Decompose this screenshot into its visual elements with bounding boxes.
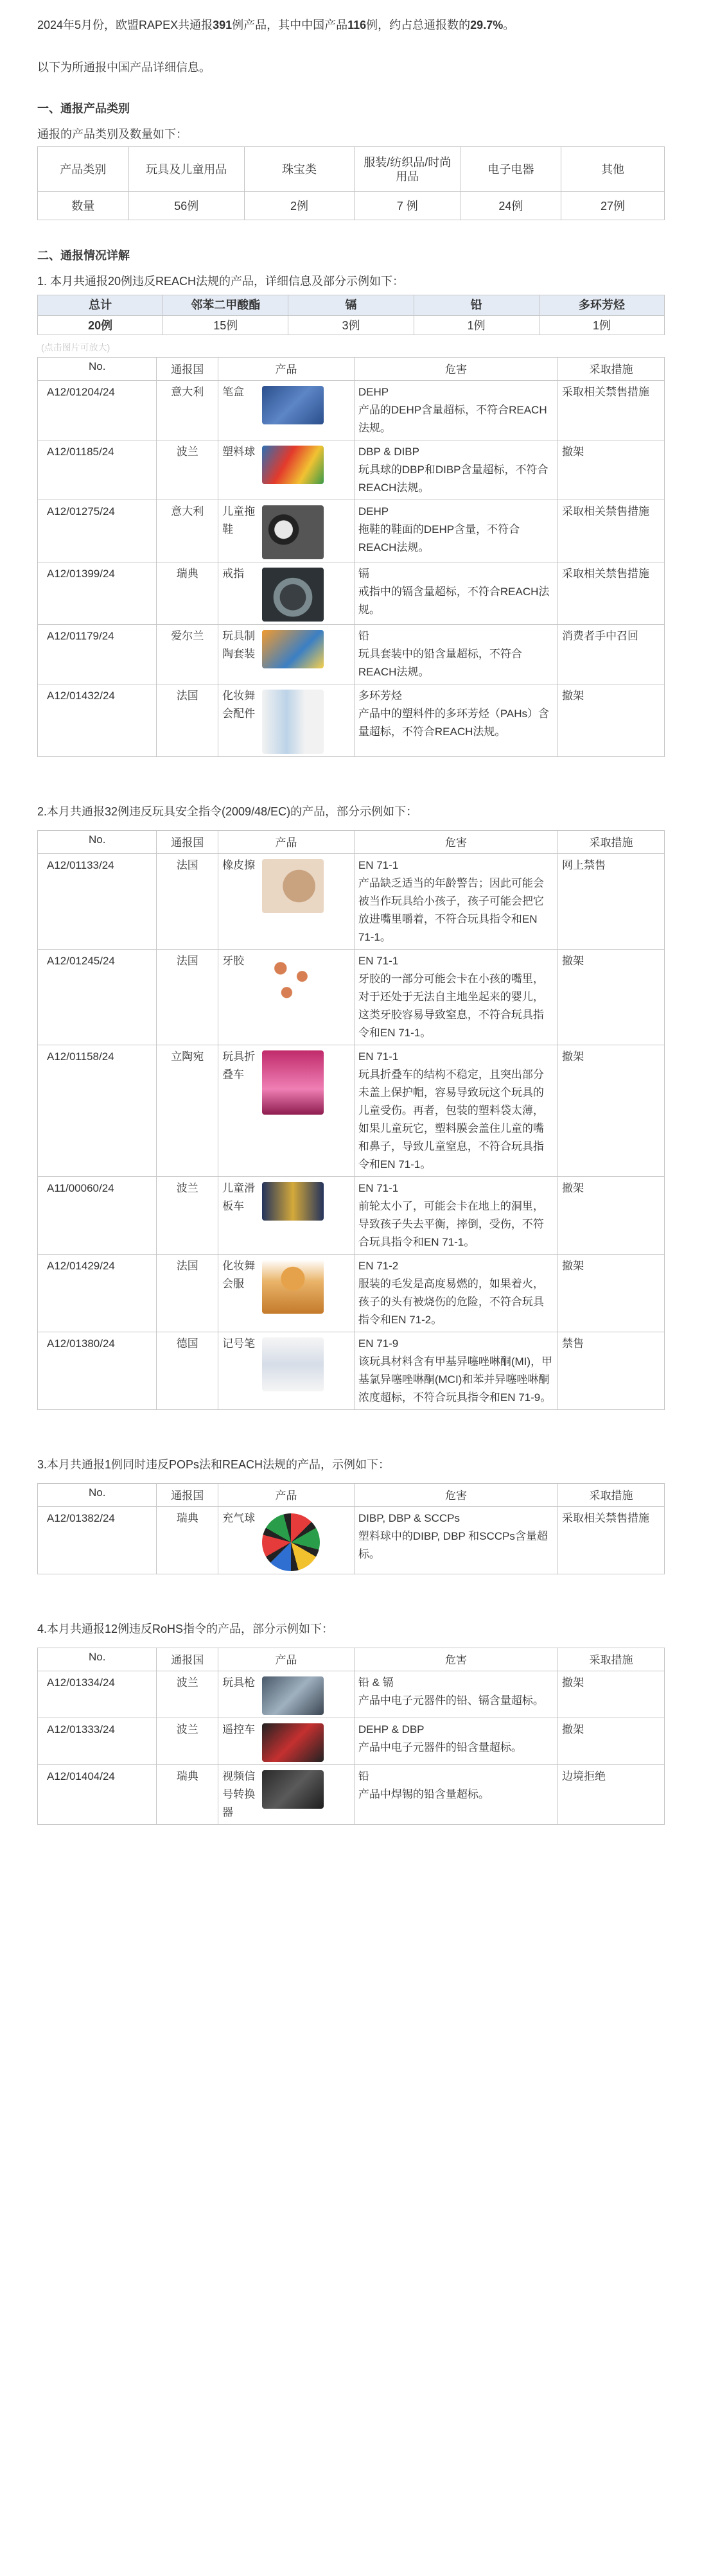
- summary-header-cell: 铅: [414, 295, 539, 316]
- table-header-row: [38, 358, 665, 381]
- table-row: [38, 1255, 665, 1332]
- cell-measure: 撤架: [558, 1045, 665, 1177]
- cell-product: [218, 440, 355, 500]
- cell-hazard: 镉 戒指中的镉含量超标，不符合REACH法规。: [354, 562, 557, 625]
- category-header-cell: 服装/纺织品/时尚用品: [354, 147, 461, 192]
- summary-header-cell: 邻苯二甲酸酯: [163, 295, 288, 316]
- category-count-cell: 7 例: [354, 192, 461, 220]
- product-image[interactable]: [262, 1260, 324, 1314]
- table-row: [38, 950, 665, 1045]
- cell-hazard: EN 71-1 玩具折叠车的结构不稳定，且突出部分未盖上保护帽，容易导致玩这个玩具的儿童受伤。再者，包装的塑料袋太薄，如果儿童玩它，塑料膜会盖住儿童的嘴和鼻子，导致儿童窒息，不符合玩具指令和EN 71-1。: [354, 1045, 557, 1177]
- reach-summary-header: [38, 295, 665, 316]
- table-header-cell: 危害: [354, 1648, 557, 1671]
- cell-country: 法国: [157, 950, 218, 1045]
- cell-no: A12/01158/24: [38, 1045, 157, 1177]
- cell-product: [218, 381, 355, 440]
- cell-no: A12/01133/24: [38, 854, 157, 950]
- product-image[interactable]: [262, 859, 324, 913]
- summary-value-cell: 1例: [414, 316, 539, 335]
- table-header-row: [38, 1648, 665, 1671]
- product-image[interactable]: [262, 1337, 324, 1391]
- cell-no: A12/01429/24: [38, 1255, 157, 1332]
- product-name: 儿童拖鞋: [222, 505, 256, 535]
- cell-no: A12/01204/24: [38, 381, 157, 440]
- category-count-cell: 2例: [245, 192, 355, 220]
- cell-country: 法国: [157, 854, 218, 950]
- image-hint: (点击图片可放大): [41, 342, 110, 352]
- product-name: 塑料球: [222, 446, 256, 458]
- table-header-cell: 危害: [354, 358, 557, 381]
- cell-no: A12/01432/24: [38, 684, 157, 757]
- product-image[interactable]: [262, 1770, 324, 1809]
- product-image[interactable]: [262, 1182, 324, 1221]
- toys-intro: 2.本月共通报32例违反玩具安全指令(2009/48/EC)的产品，部分示例如下：: [37, 805, 418, 818]
- cell-country: 波兰: [157, 1671, 218, 1718]
- category-header-cell: 珠宝类: [245, 147, 355, 192]
- cell-measure: 采取相关禁售措施: [558, 381, 665, 440]
- cell-product: [218, 1045, 355, 1177]
- table-header-cell: 产品: [218, 831, 355, 854]
- cell-measure: 采取相关禁售措施: [558, 500, 665, 562]
- product-image[interactable]: [262, 1513, 320, 1571]
- table-row: [38, 1045, 665, 1177]
- cell-country: 立陶宛: [157, 1045, 218, 1177]
- cell-measure: 撤架: [558, 684, 665, 757]
- cell-product: [218, 1255, 355, 1332]
- cell-no: A12/01333/24: [38, 1718, 157, 1765]
- cell-product: [218, 562, 355, 625]
- cell-measure: 撤架: [558, 950, 665, 1045]
- product-name: 化妆舞会服: [222, 1260, 256, 1290]
- product-name: 橡皮擦: [222, 859, 256, 871]
- cell-no: A11/00060/24: [38, 1177, 157, 1255]
- table-header-row: [38, 1484, 665, 1507]
- cell-no: A12/01404/24: [38, 1765, 157, 1825]
- product-image[interactable]: [262, 690, 324, 754]
- table-header-cell: 通报国: [157, 1484, 218, 1507]
- cell-country: 法国: [157, 684, 218, 757]
- product-image[interactable]: [262, 568, 324, 622]
- note-paragraph: 以下为所通报中国产品详细信息。: [37, 61, 211, 74]
- product-image[interactable]: [262, 1050, 324, 1115]
- cell-country: 意大利: [157, 500, 218, 562]
- table-header-cell: 产品: [218, 1484, 355, 1507]
- china-percentage: 29.7%: [470, 19, 504, 31]
- product-name: 记号笔: [222, 1337, 256, 1350]
- cell-country: 德国: [157, 1332, 218, 1410]
- cell-product: [218, 1718, 355, 1765]
- reach-summary-values: [38, 316, 665, 335]
- table-header-row: [38, 831, 665, 854]
- product-name: 牙胶: [222, 955, 245, 967]
- reach-table: [37, 357, 665, 757]
- cell-measure: 撤架: [558, 1255, 665, 1332]
- rohs-intro: 4.本月共通报12例违反RoHS指令的产品，部分示例如下：: [37, 1623, 334, 1635]
- product-name: 儿童滑板车: [222, 1182, 256, 1212]
- cell-country: 波兰: [157, 440, 218, 500]
- cell-hazard: DIBP, DBP & SCCPs 塑料球中的DIBP, DBP 和SCCPs含量超标。: [354, 1507, 557, 1574]
- table-row: [38, 1507, 665, 1574]
- product-name: 玩具枪: [222, 1676, 256, 1689]
- cell-measure: 撤架: [558, 1177, 665, 1255]
- cell-country: 爱尔兰: [157, 625, 218, 684]
- cell-no: A12/01275/24: [38, 500, 157, 562]
- cell-product: [218, 625, 355, 684]
- summary-header-cell: 总计: [38, 295, 163, 316]
- cell-measure: 禁售: [558, 1332, 665, 1410]
- table-header-cell: 采取措施: [558, 1648, 665, 1671]
- cell-measure: 撤架: [558, 1671, 665, 1718]
- product-name: 遥控车: [222, 1723, 256, 1736]
- table-header-cell: 采取措施: [558, 1484, 665, 1507]
- toys-table: [37, 830, 665, 1410]
- cell-no: A12/01179/24: [38, 625, 157, 684]
- product-image[interactable]: [262, 1676, 324, 1715]
- cell-no: A12/01185/24: [38, 440, 157, 500]
- cell-hazard: 铅 & 镉 产品中电子元器件的铅、镉含量超标。: [354, 1671, 557, 1718]
- category-count-cell: 56例: [128, 192, 245, 220]
- cell-no: A12/01334/24: [38, 1671, 157, 1718]
- product-name: 玩具折叠车: [222, 1050, 256, 1081]
- summary-value-cell: 3例: [288, 316, 414, 335]
- cell-measure: 撤架: [558, 1718, 665, 1765]
- table-header-cell: 产品: [218, 1648, 355, 1671]
- product-name: 视频信号转换器: [222, 1770, 256, 1818]
- cell-measure: 网上禁售: [558, 854, 665, 950]
- intro-paragraph: [37, 15, 665, 35]
- table-header-cell: 通报国: [157, 831, 218, 854]
- summary-value-cell: 15例: [163, 316, 288, 335]
- table-row: [38, 562, 665, 625]
- table-row: [38, 1765, 665, 1825]
- table-header-cell: No.: [38, 1648, 157, 1671]
- pops-table: [37, 1483, 665, 1574]
- cell-measure: 撤架: [558, 440, 665, 500]
- table-header-cell: 通报国: [157, 358, 218, 381]
- table-row: [38, 684, 665, 757]
- cell-hazard: DEHP 拖鞋的鞋面的DEHP含量，不符合REACH法规。: [354, 500, 557, 562]
- cell-hazard: 铅 产品中焊锡的铅含量超标。: [354, 1765, 557, 1825]
- table-header-cell: 通报国: [157, 1648, 218, 1671]
- table-row: [38, 1332, 665, 1410]
- category-count-cell: 数量: [38, 192, 129, 220]
- cell-hazard: EN 71-9 该玩具材料含有甲基异噻唑啉酮(MI)，甲基氯异噻唑啉酮(MCI)和苯并异噻唑啉酮浓度超标，不符合玩具指令和EN 71-9。: [354, 1332, 557, 1410]
- cell-measure: 边境拒绝: [558, 1765, 665, 1825]
- cell-product: [218, 684, 355, 757]
- cell-product: [218, 1507, 355, 1574]
- table-row: [38, 381, 665, 440]
- summary-value-cell: 20例: [38, 316, 163, 335]
- rohs-table: [37, 1648, 665, 1825]
- table-header-cell: 危害: [354, 1484, 557, 1507]
- table-row: [38, 1671, 665, 1718]
- cell-hazard: EN 71-1 前轮太小了，可能会卡在地上的洞里，导致孩子失去平衡，摔倒，受伤，不符合玩具指令和EN 71-1。: [354, 1177, 557, 1255]
- cell-hazard: EN 71-2 服装的毛发是高度易燃的，如果着火，孩子的头有被烧伤的危险，不符合玩具指令和EN 71-2。: [354, 1255, 557, 1332]
- cell-country: 瑞典: [157, 1765, 218, 1825]
- cell-product: [218, 950, 355, 1045]
- product-image[interactable]: [262, 505, 324, 559]
- summary-value-cell: 1例: [539, 316, 664, 335]
- cell-no: A12/01399/24: [38, 562, 157, 625]
- product-name: 戒指: [222, 568, 245, 580]
- product-image[interactable]: [262, 1723, 324, 1762]
- intro-text: 2024年5月份，欧盟RAPEX共通报: [37, 19, 213, 31]
- cell-country: 法国: [157, 1255, 218, 1332]
- section-1-desc: 通报的产品类别及数量如下：: [37, 128, 188, 141]
- table-row: [38, 1718, 665, 1765]
- table-row: [38, 1177, 665, 1255]
- summary-header-cell: 镉: [288, 295, 414, 316]
- cell-product: [218, 1671, 355, 1718]
- cell-hazard: 多环芳烃 产品中的塑料件的多环芳烃（PAHs）含量超标，不符合REACH法规。: [354, 684, 557, 757]
- cell-country: 瑞典: [157, 562, 218, 625]
- table-row: [38, 500, 665, 562]
- reach-intro: 1. 本月共通报20例违反REACH法规的产品，详细信息及部分示例如下：: [37, 275, 405, 288]
- cell-product: [218, 1177, 355, 1255]
- table-row: [38, 854, 665, 950]
- table-header-cell: No.: [38, 358, 157, 381]
- category-count-row: [38, 192, 665, 220]
- cell-measure: 消费者手中召回: [558, 625, 665, 684]
- table-header-cell: No.: [38, 831, 157, 854]
- product-image[interactable]: [262, 446, 324, 484]
- category-header-cell: 玩具及儿童用品: [128, 147, 245, 192]
- product-name: 笔盒: [222, 386, 245, 398]
- intro-text: 例，约占总通报数的: [366, 19, 471, 31]
- pops-intro: 3.本月共通报1例同时违反POPs法和REACH法规的产品，示例如下：: [37, 1458, 390, 1471]
- cell-measure: 采取相关禁售措施: [558, 562, 665, 625]
- china-count: 116: [347, 19, 367, 31]
- cell-country: 意大利: [157, 381, 218, 440]
- cell-product: [218, 1765, 355, 1825]
- table-header-cell: 危害: [354, 831, 557, 854]
- summary-header-cell: 多环芳烃: [539, 295, 664, 316]
- cell-hazard: 铅 玩具套装中的铅含量超标，不符合REACH法规。: [354, 625, 557, 684]
- product-image[interactable]: [262, 386, 324, 424]
- product-name: 化妆舞会配件: [222, 690, 256, 720]
- category-header-cell: 电子电器: [461, 147, 561, 192]
- product-image[interactable]: [262, 630, 324, 668]
- cell-product: [218, 1332, 355, 1410]
- cell-no: A12/01245/24: [38, 950, 157, 1045]
- cell-hazard: EN 71-1 牙胶的一部分可能会卡在小孩的嘴里，对于还处于无法自主地坐起来的婴儿，这类牙胶容易导致窒息，不符合玩具指令和EN 71-1。: [354, 950, 557, 1045]
- intro-text: 例产品，其中中国产品: [232, 19, 348, 31]
- cell-product: [218, 500, 355, 562]
- table-header-cell: 采取措施: [558, 358, 665, 381]
- cell-country: 波兰: [157, 1177, 218, 1255]
- table-row: [38, 625, 665, 684]
- category-header-cell: 其他: [561, 147, 664, 192]
- cell-no: A12/01380/24: [38, 1332, 157, 1410]
- cell-hazard: DEHP 产品的DEHP含量超标，不符合REACH法规。: [354, 381, 557, 440]
- table-header-cell: No.: [38, 1484, 157, 1507]
- table-row: [38, 440, 665, 500]
- total-count: 391: [213, 19, 233, 31]
- cell-product: [218, 854, 355, 950]
- cell-hazard: DBP & DIBP 玩具球的DBP和DIBP含量超标，不符合REACH法规。: [354, 440, 557, 500]
- cell-country: 瑞典: [157, 1507, 218, 1574]
- table-header-cell: 采取措施: [558, 831, 665, 854]
- cell-hazard: DEHP & DBP 产品中电子元器件的铅含量超标。: [354, 1718, 557, 1765]
- product-name: 玩具制陶套装: [222, 630, 256, 660]
- category-table: [37, 146, 665, 220]
- category-count-cell: 27例: [561, 192, 664, 220]
- category-header-cell: 产品类别: [38, 147, 129, 192]
- product-image[interactable]: [262, 955, 324, 1009]
- category-header-row: [38, 147, 665, 192]
- cell-country: 波兰: [157, 1718, 218, 1765]
- section-1-title: 一、通报产品类别: [37, 102, 130, 115]
- product-name: 充气球: [222, 1512, 256, 1524]
- cell-measure: 采取相关禁售措施: [558, 1507, 665, 1574]
- section-2-title: 二、通报情况详解: [37, 249, 130, 262]
- cell-hazard: EN 71-1 产品缺乏适当的年龄警告；因此可能会被当作玩具给小孩子，孩子可能会把它放进嘴里嚼着，不符合玩具指令和EN 71-1。: [354, 854, 557, 950]
- reach-summary-table: [37, 295, 665, 335]
- intro-text: 。: [503, 19, 515, 31]
- category-count-cell: 24例: [461, 192, 561, 220]
- cell-no: A12/01382/24: [38, 1507, 157, 1574]
- table-header-cell: 产品: [218, 358, 355, 381]
